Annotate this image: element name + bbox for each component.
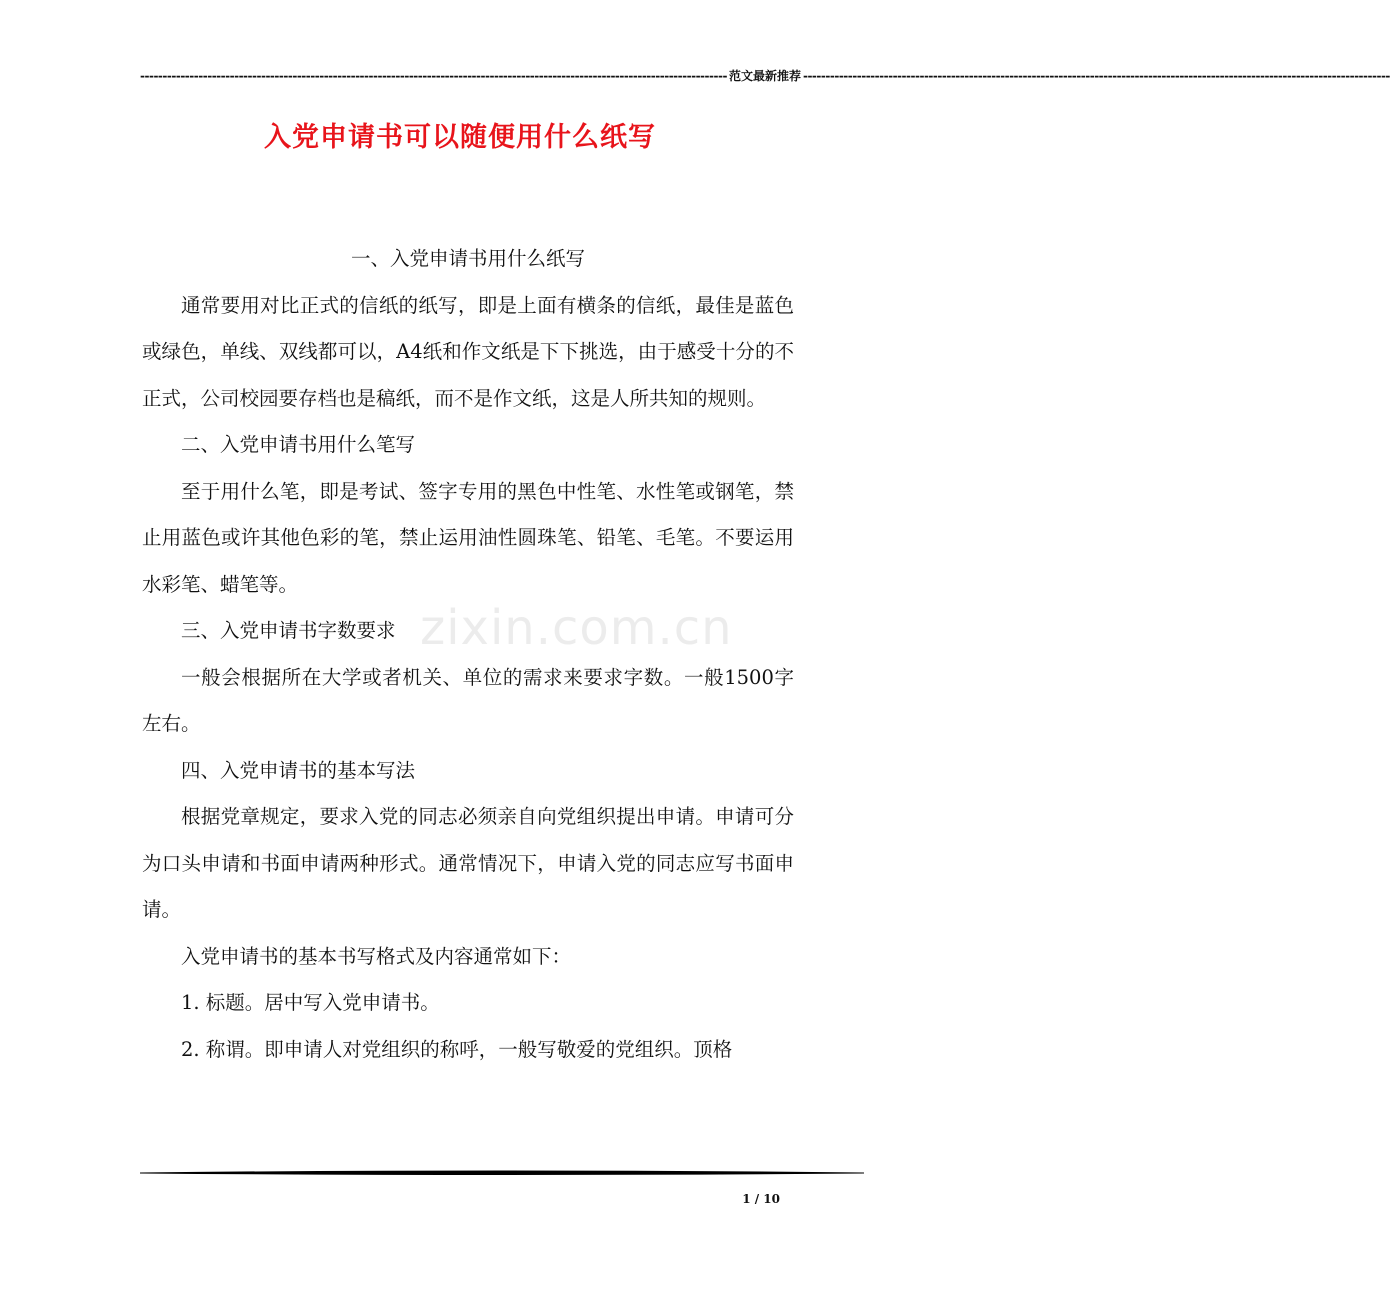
section-heading-pen: 二、入党申请书用什么笔写 xyxy=(181,433,416,456)
footer-rule-line xyxy=(140,1171,864,1175)
paragraph-length: 一般会根据所在大学或者机关、单位的需求来要求字数。一般1500字左右。 xyxy=(142,665,794,735)
header-left-dashes: ----------------------------------------------------------------------------------------------------------------------------------- xyxy=(140,69,727,83)
document-body xyxy=(142,236,794,1073)
page-number: 1 / 10 xyxy=(742,1192,780,1206)
watermark: zixin.com.cn xyxy=(420,600,733,656)
section-heading-method: 四、入党申请书的基本写法 xyxy=(181,758,416,782)
paragraph-method: 根据党章规定，要求入党的同志必须亲自向党组织提出申请。申请可分为口头申请和书面申请两种形式。通常情况下，申请入党的同志应写书面申请。 xyxy=(142,805,794,921)
list-item-title: 1. 标题。居中写入党申请书。 xyxy=(181,991,440,1014)
list-item-salutation: 2. 称谓。即申请人对党组织的称呼，一般写敬爱的党组织。顶格 xyxy=(181,1037,733,1061)
section-heading-length: 三、入党申请书字数要求 xyxy=(181,619,396,642)
paragraph-paper: 通常要用对比正式的信纸的纸写，即是上面有横条的信纸，最佳是蓝色或绿色，单线、双线都可以，A4纸和作文纸是下下挑选，由于感受十分的不正式，公司校园要存档也是稿纸，而不是作文纸，这是人所共知的规则。 xyxy=(142,293,794,410)
header-banner xyxy=(140,68,1390,84)
document-title: 入党申请书可以随便用什么纸写 xyxy=(264,122,656,153)
header-label: 范文最新推荐 xyxy=(728,69,801,83)
paragraph-pen: 至于用什么笔，即是考试、签字专用的黑色中性笔、水性笔或钢笔，禁止用蓝色或许其他色彩的笔，禁止运用油性圆珠笔、铅笔、毛笔。不要运用水彩笔、蜡笔等。 xyxy=(142,479,794,596)
footer-rule xyxy=(140,1166,864,1180)
section-heading-paper: 一、入党申请书用什么纸写 xyxy=(350,247,585,270)
paragraph-format-intro: 入党申请书的基本书写格式及内容通常如下： xyxy=(181,944,572,968)
header-right-dashes: ----------------------------------------------------------------------------------------------------------------------------------- xyxy=(802,69,1390,83)
